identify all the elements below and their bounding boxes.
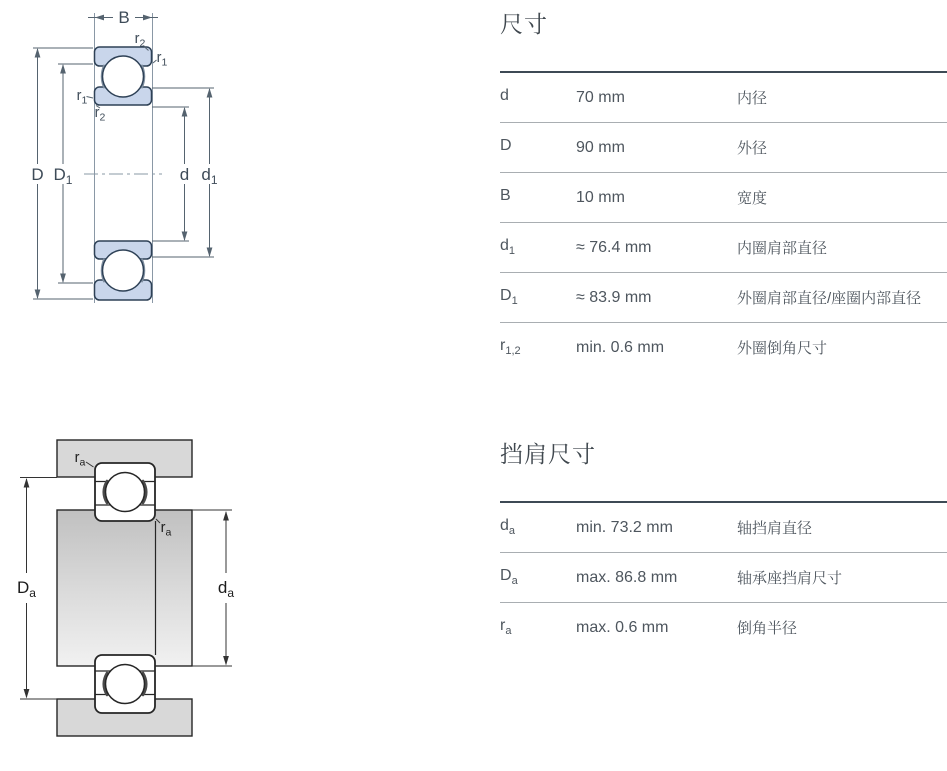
- table-row: [500, 503, 947, 553]
- ball-top: [106, 473, 145, 512]
- dimension-symbol: d: [500, 87, 509, 105]
- dimension-symbol: $r_a$: [500, 617, 512, 638]
- dimension-label-D: D: [31, 165, 44, 184]
- dimension-da: [192, 510, 234, 666]
- table-row: [500, 553, 947, 603]
- dimension-description: 轴挡肩直径: [737, 520, 813, 537]
- dimension-symbol: $D_1$: [500, 287, 518, 308]
- dimension-description: 外径: [737, 140, 768, 157]
- dimension-label-B: B: [118, 8, 130, 27]
- chamfer-label-r2-bottom: $r_2$: [94, 105, 106, 124]
- dimension-description: 外圈肩部直径/座圈内部直径: [737, 290, 922, 307]
- chamfer-label-r2-top: $r_2$: [134, 31, 146, 50]
- dimension-value: ≈ 76.4 mm: [576, 238, 652, 256]
- dimension-B: [88, 8, 158, 27]
- bearing-drawings: [0, 0, 470, 771]
- shaft-section: [57, 510, 192, 666]
- dimension-label-da: $d_a$: [217, 578, 235, 600]
- table-row: [500, 273, 947, 323]
- dimension-d: [152, 107, 189, 241]
- mounted-bearing-figure: [17, 440, 234, 736]
- table-row: [500, 223, 947, 273]
- dimension-symbol: $d_a$: [500, 517, 516, 538]
- dimensions-title: 尺寸: [500, 11, 548, 37]
- dimension-symbol: D: [500, 137, 512, 155]
- fillet-label-ra-top: $r_a$: [74, 450, 86, 469]
- dimensions-section: [500, 8, 947, 372]
- dimension-description: 内径: [737, 90, 768, 107]
- table-row: [500, 603, 947, 652]
- ball-bottom: [103, 250, 144, 291]
- fillet-label-ra-mid: $r_a$: [160, 520, 172, 539]
- dimension-label-Da: $D_a$: [17, 578, 36, 600]
- table-row: [500, 173, 947, 223]
- dimension-symbol: $d_1$: [500, 237, 516, 258]
- dimension-label-d1: $d_1$: [201, 165, 218, 187]
- dimension-value: ≈ 83.9 mm: [576, 288, 652, 306]
- dimension-value: max. 0.6 mm: [576, 618, 669, 636]
- dimensions-table: [500, 71, 947, 372]
- dimension-value: 10 mm: [576, 188, 625, 206]
- dimension-label-D1: $D_1$: [53, 165, 73, 187]
- dimension-label-d: d: [179, 165, 190, 184]
- dimension-value: min. 0.6 mm: [576, 338, 665, 356]
- table-row: [500, 123, 947, 173]
- ball-top: [103, 56, 144, 97]
- bearing-cross-section-figure: [31, 8, 218, 303]
- dimension-symbol: B: [500, 187, 511, 205]
- chamfer-label-r1-right: $r_1$: [156, 50, 168, 69]
- ball-bottom: [106, 665, 145, 704]
- table-row: [500, 73, 947, 123]
- abutment-table: [500, 501, 947, 652]
- dimension-description: 内圈肩部直径: [737, 240, 828, 257]
- dimension-Da: [17, 478, 57, 700]
- dimension-value: 70 mm: [576, 88, 625, 106]
- table-row: [500, 323, 947, 372]
- chamfer-label-r1-left: $r_1$: [76, 88, 88, 107]
- abutment-title: 挡肩尺寸: [500, 441, 596, 467]
- dimension-value: 90 mm: [576, 138, 625, 156]
- dimension-value: min. 73.2 mm: [576, 518, 673, 536]
- dimension-description: 轴承座挡肩尺寸: [737, 570, 843, 587]
- abutment-section: [500, 438, 947, 652]
- dimension-symbol: $r_{1,2}$: [500, 337, 521, 358]
- dimension-description: 倒角半径: [737, 620, 798, 637]
- dimension-symbol: $D_a$: [500, 567, 518, 588]
- dimension-value: max. 86.8 mm: [576, 568, 678, 586]
- dimension-description: 外圈倒角尺寸: [737, 340, 828, 357]
- dimension-description: 宽度: [737, 190, 768, 207]
